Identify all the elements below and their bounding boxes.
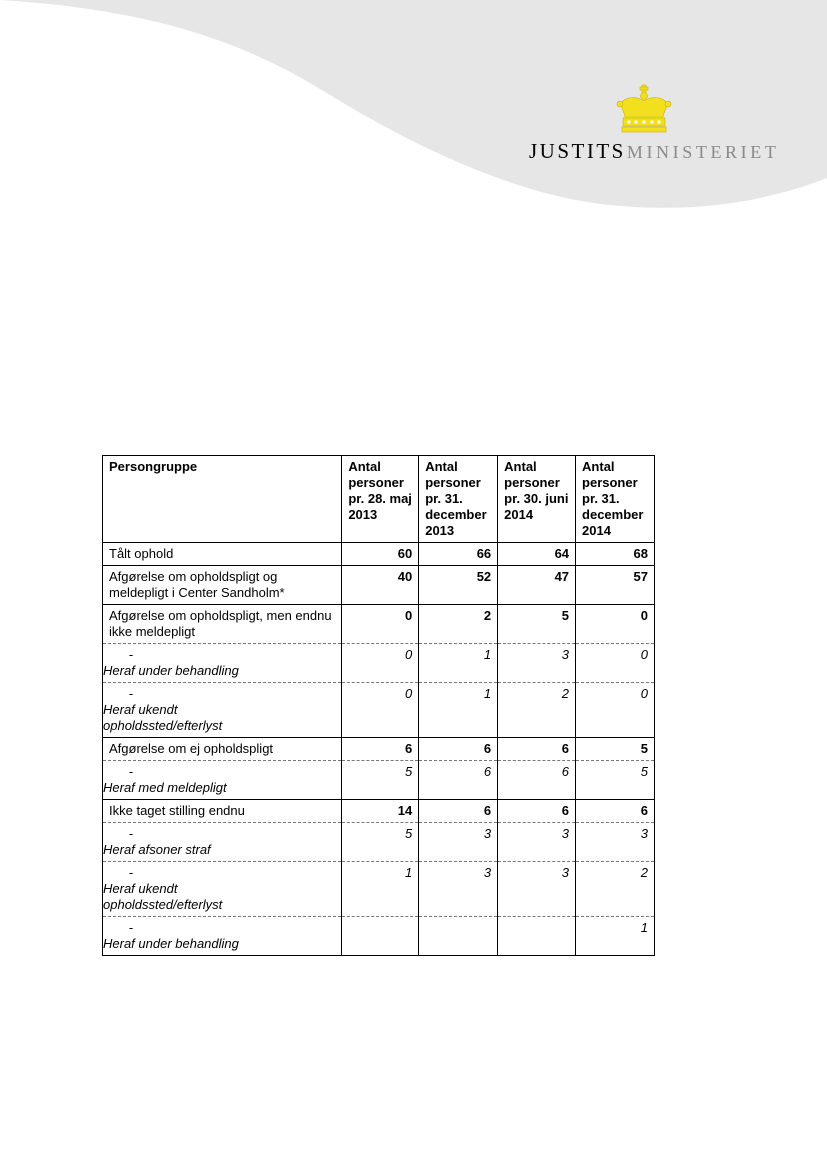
row-label-text: Heraf med meldepligt	[103, 780, 227, 795]
row-label: Afgørelse om opholdspligt og meldepligt i Center Sandholm*	[103, 566, 342, 605]
row-dash: -	[128, 826, 134, 841]
cell-value: 6	[419, 800, 498, 823]
row-label	[103, 917, 342, 956]
cell-value: 0	[342, 683, 419, 738]
header-persongruppe: Persongruppe	[103, 456, 342, 543]
header-jun-2014: Antal personer pr. 30. juni 2014	[498, 456, 576, 543]
cell-value: 3	[419, 862, 498, 917]
cell-value: 6	[419, 761, 498, 800]
row-label	[103, 823, 342, 862]
table-row	[103, 605, 655, 644]
cell-value: 0	[342, 644, 419, 683]
row-label: Afgørelse om opholdspligt, men endnu ikke meldepligt	[103, 605, 342, 644]
cell-value: 6	[342, 738, 419, 761]
table-subrow	[103, 683, 655, 738]
table-row	[103, 738, 655, 761]
table-subrow	[103, 917, 655, 956]
cell-value: 5	[342, 823, 419, 862]
table-row	[103, 543, 655, 566]
logo-wordmark	[529, 139, 779, 164]
cell-value: 6	[498, 738, 576, 761]
cell-value: 1	[576, 917, 655, 956]
cell-value: 6	[498, 761, 576, 800]
cell-value: 3	[576, 823, 655, 862]
row-label-text: Heraf under behandling	[103, 663, 239, 678]
cell-value: 66	[419, 543, 498, 566]
cell-value: 6	[498, 800, 576, 823]
header-maj-2013: Antal personer pr. 28. maj 2013	[342, 456, 419, 543]
cell-value: 5	[576, 738, 655, 761]
cell-value: 40	[342, 566, 419, 605]
cell-value: 52	[419, 566, 498, 605]
table-row	[103, 800, 655, 823]
cell-value: 5	[576, 761, 655, 800]
crown-icon	[614, 84, 674, 134]
row-dash: -	[128, 764, 134, 779]
cell-value: 3	[419, 823, 498, 862]
cell-value: 0	[576, 644, 655, 683]
table-subrow	[103, 823, 655, 862]
cell-value: 57	[576, 566, 655, 605]
cell-value: 0	[342, 605, 419, 644]
cell-value: 2	[498, 683, 576, 738]
cell-value: 6	[576, 800, 655, 823]
cell-value: 0	[576, 683, 655, 738]
row-label: Ikke taget stilling endnu	[103, 800, 342, 823]
logo-word-justits: JUSTITS	[529, 139, 626, 163]
row-label	[103, 862, 342, 917]
cell-value: 60	[342, 543, 419, 566]
cell-value: 1	[419, 683, 498, 738]
cell-value: 64	[498, 543, 576, 566]
cell-value: 1	[342, 862, 419, 917]
cell-value: 3	[498, 644, 576, 683]
row-dash: -	[128, 865, 134, 880]
cell-value: 3	[498, 823, 576, 862]
cell-value: 2	[419, 605, 498, 644]
cell-value: 68	[576, 543, 655, 566]
table-subrow	[103, 761, 655, 800]
cell-value: 3	[498, 862, 576, 917]
table-header-row	[103, 456, 655, 543]
cell-value: 5	[342, 761, 419, 800]
row-label	[103, 644, 342, 683]
cell-value	[342, 917, 419, 956]
cell-value	[498, 917, 576, 956]
row-label	[103, 683, 342, 738]
cell-value	[419, 917, 498, 956]
table-subrow	[103, 644, 655, 683]
cell-value: 6	[419, 738, 498, 761]
table-subrow	[103, 862, 655, 917]
row-dash: -	[128, 920, 134, 935]
cell-value: 0	[576, 605, 655, 644]
cell-value: 14	[342, 800, 419, 823]
header-dec-2013: Antal personer pr. 31. december 2013	[419, 456, 498, 543]
row-label-text: Heraf afsoner straf	[103, 842, 211, 857]
row-dash: -	[128, 686, 134, 701]
row-label-text: Heraf ukendt opholdssted/efterlyst	[103, 702, 223, 733]
header-dec-2014: Antal personer pr. 31. december 2014	[576, 456, 655, 543]
row-label: Afgørelse om ej opholdspligt	[103, 738, 342, 761]
header-wave-background	[0, 0, 827, 215]
cell-value: 1	[419, 644, 498, 683]
row-label	[103, 761, 342, 800]
row-label-text: Heraf ukendt opholdssted/efterlyst	[103, 881, 223, 912]
cell-value: 2	[576, 862, 655, 917]
row-label: Tålt ophold	[103, 543, 342, 566]
row-dash: -	[128, 647, 134, 662]
table-row	[103, 566, 655, 605]
logo-word-ministeriet: MINISTERIET	[626, 142, 780, 162]
cell-value: 47	[498, 566, 576, 605]
cell-value: 5	[498, 605, 576, 644]
persongruppe-table	[102, 455, 655, 956]
row-label-text: Heraf under behandling	[103, 936, 239, 951]
